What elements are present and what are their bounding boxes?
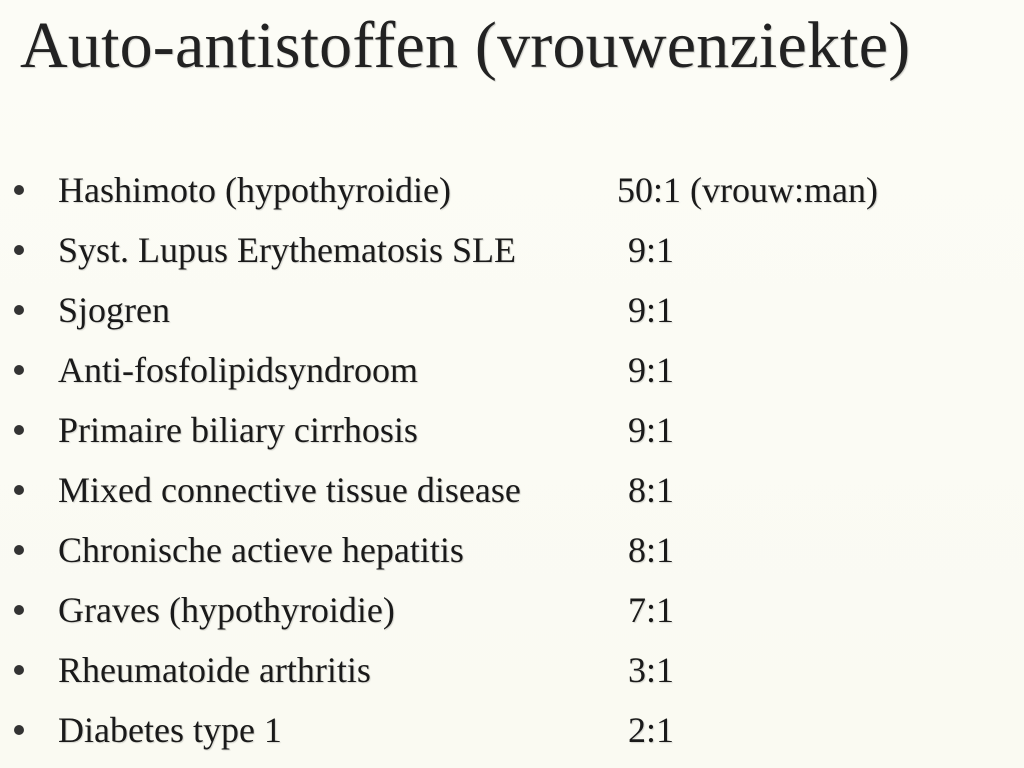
disease-name: Diabetes type 1 (58, 710, 282, 750)
disease-name: Rheumatoide arthritis (58, 650, 371, 690)
disease-name: Graves (hypothyroidie) (58, 590, 395, 630)
bullet-icon (14, 725, 24, 735)
list-item (0, 706, 1024, 766)
bullet-icon (14, 425, 24, 435)
female-male-ratio: 7:1 (628, 590, 675, 630)
disease-ratio-list (0, 166, 1024, 766)
female-male-ratio: 2:1 (628, 710, 675, 750)
disease-name: Hashimoto (hypothyroidie) (58, 170, 451, 210)
bullet-icon (14, 185, 24, 195)
bullet-icon (14, 245, 24, 255)
female-male-ratio: 9:1 (628, 350, 675, 390)
bullet-icon (14, 545, 24, 555)
bullet-icon (14, 605, 24, 615)
bullet-icon (14, 485, 24, 495)
list-item (0, 646, 1024, 706)
female-male-ratio: 50:1 (vrouw:man) (617, 170, 878, 210)
disease-name: Primaire biliary cirrhosis (58, 410, 418, 450)
female-male-ratio: 8:1 (628, 470, 675, 510)
list-item (0, 406, 1024, 466)
disease-name: Chronische actieve hepatitis (58, 530, 464, 570)
bullet-icon (14, 365, 24, 375)
list-item (0, 526, 1024, 586)
list-item (0, 586, 1024, 646)
disease-name: Mixed connective tissue disease (58, 470, 521, 510)
list-item (0, 166, 1024, 226)
disease-name: Anti-fosfolipidsyndroom (58, 350, 418, 390)
bullet-icon (14, 665, 24, 675)
list-item (0, 346, 1024, 406)
female-male-ratio: 8:1 (628, 530, 675, 570)
bullet-icon (14, 305, 24, 315)
list-item (0, 226, 1024, 286)
female-male-ratio: 9:1 (628, 290, 675, 330)
list-item (0, 466, 1024, 526)
female-male-ratio: 9:1 (628, 410, 675, 450)
disease-name: Sjogren (58, 290, 170, 330)
female-male-ratio: 9:1 (628, 230, 675, 270)
list-item (0, 286, 1024, 346)
slide-title: Auto-antistoffen (vrouwenziekte) (20, 9, 911, 82)
female-male-ratio: 3:1 (628, 650, 675, 690)
disease-name: Syst. Lupus Erythematosis SLE (58, 230, 516, 270)
